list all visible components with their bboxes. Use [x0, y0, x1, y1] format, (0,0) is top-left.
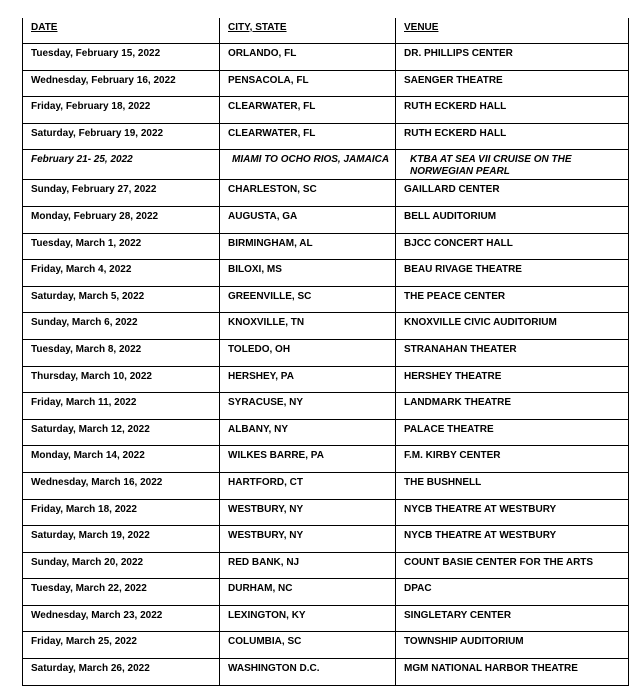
date-cell: Friday, March 11, 2022: [23, 393, 220, 420]
venue-cell: BJCC CONCERT HALL: [396, 233, 629, 260]
date-cell: Saturday, March 5, 2022: [23, 286, 220, 313]
header-venue: VENUE: [396, 18, 629, 44]
city-cell: WASHINGTON D.C.: [220, 659, 396, 686]
date-cell: Saturday, February 19, 2022: [23, 123, 220, 150]
table-row: [23, 659, 629, 686]
date-cell: Tuesday, February 15, 2022: [23, 44, 220, 71]
table-row: [23, 419, 629, 446]
city-cell: GREENVILLE, SC: [220, 286, 396, 313]
date-cell: Friday, March 25, 2022: [23, 632, 220, 659]
date-cell: February 21- 25, 2022: [23, 150, 220, 180]
table-row: [23, 206, 629, 233]
venue-cell: BELL AUDITORIUM: [396, 206, 629, 233]
header-row: [23, 18, 629, 44]
city-cell: MIAMI TO OCHO RIOS, JAMAICA: [220, 150, 396, 180]
city-cell: ALBANY, NY: [220, 419, 396, 446]
venue-cell: LANDMARK THEATRE: [396, 393, 629, 420]
tour-schedule-table: [22, 18, 629, 686]
date-cell: Sunday, March 6, 2022: [23, 313, 220, 340]
venue-cell: THE BUSHNELL: [396, 472, 629, 499]
date-cell: Wednesday, February 16, 2022: [23, 70, 220, 97]
city-cell: ORLANDO, FL: [220, 44, 396, 71]
venue-cell: GAILLARD CENTER: [396, 180, 629, 207]
venue-cell: F.M. KIRBY CENTER: [396, 446, 629, 473]
date-cell: Tuesday, March 22, 2022: [23, 579, 220, 606]
city-cell: HERSHEY, PA: [220, 366, 396, 393]
venue-cell: RUTH ECKERD HALL: [396, 97, 629, 124]
venue-cell: SINGLETARY CENTER: [396, 605, 629, 632]
table-row: [23, 393, 629, 420]
table-body: [23, 44, 629, 686]
table-row: [23, 605, 629, 632]
header-date: DATE: [23, 18, 220, 44]
table-row: [23, 233, 629, 260]
city-cell: SYRACUSE, NY: [220, 393, 396, 420]
date-cell: Saturday, March 12, 2022: [23, 419, 220, 446]
city-cell: WESTBURY, NY: [220, 526, 396, 553]
venue-cell: COUNT BASIE CENTER FOR THE ARTS: [396, 552, 629, 579]
venue-cell: THE PEACE CENTER: [396, 286, 629, 313]
table-row: [23, 70, 629, 97]
date-cell: Tuesday, March 8, 2022: [23, 339, 220, 366]
city-cell: CLEARWATER, FL: [220, 123, 396, 150]
date-cell: Sunday, March 20, 2022: [23, 552, 220, 579]
city-cell: CHARLESTON, SC: [220, 180, 396, 207]
city-cell: HARTFORD, CT: [220, 472, 396, 499]
city-cell: BILOXI, MS: [220, 260, 396, 287]
city-cell: WESTBURY, NY: [220, 499, 396, 526]
venue-cell: SAENGER THEATRE: [396, 70, 629, 97]
city-cell: WILKES BARRE, PA: [220, 446, 396, 473]
date-cell: Monday, February 28, 2022: [23, 206, 220, 233]
table-row: [23, 150, 629, 180]
table-row: [23, 339, 629, 366]
venue-cell: NYCB THEATRE AT WESTBURY: [396, 526, 629, 553]
header-city-state: CITY, STATE: [220, 18, 396, 44]
venue-cell: NYCB THEATRE AT WESTBURY: [396, 499, 629, 526]
table-row: [23, 366, 629, 393]
venue-cell: HERSHEY THEATRE: [396, 366, 629, 393]
date-cell: Wednesday, March 16, 2022: [23, 472, 220, 499]
table-row: [23, 446, 629, 473]
city-cell: DURHAM, NC: [220, 579, 396, 606]
table-header: [23, 18, 629, 44]
venue-cell: PALACE THEATRE: [396, 419, 629, 446]
venue-cell: BEAU RIVAGE THEATRE: [396, 260, 629, 287]
venue-cell: KNOXVILLE CIVIC AUDITORIUM: [396, 313, 629, 340]
city-cell: TOLEDO, OH: [220, 339, 396, 366]
table-row: [23, 123, 629, 150]
table-row: [23, 180, 629, 207]
table-row: [23, 313, 629, 340]
date-cell: Thursday, March 10, 2022: [23, 366, 220, 393]
date-cell: Wednesday, March 23, 2022: [23, 605, 220, 632]
table-row: [23, 472, 629, 499]
venue-cell: DR. PHILLIPS CENTER: [396, 44, 629, 71]
table-row: [23, 579, 629, 606]
date-cell: Tuesday, March 1, 2022: [23, 233, 220, 260]
table-row: [23, 552, 629, 579]
table-row: [23, 97, 629, 124]
table-row: [23, 286, 629, 313]
venue-cell: MGM NATIONAL HARBOR THEATRE: [396, 659, 629, 686]
city-cell: COLUMBIA, SC: [220, 632, 396, 659]
city-cell: LEXINGTON, KY: [220, 605, 396, 632]
date-cell: Saturday, March 26, 2022: [23, 659, 220, 686]
table-row: [23, 526, 629, 553]
date-cell: Friday, February 18, 2022: [23, 97, 220, 124]
city-cell: CLEARWATER, FL: [220, 97, 396, 124]
city-cell: RED BANK, NJ: [220, 552, 396, 579]
city-cell: KNOXVILLE, TN: [220, 313, 396, 340]
table-row: [23, 499, 629, 526]
date-cell: Friday, March 18, 2022: [23, 499, 220, 526]
date-cell: Friday, March 4, 2022: [23, 260, 220, 287]
venue-cell: TOWNSHIP AUDITORIUM: [396, 632, 629, 659]
city-cell: AUGUSTA, GA: [220, 206, 396, 233]
venue-cell: KTBA AT SEA VII CRUISE ON THE NORWEGIAN PEARL: [396, 150, 629, 180]
date-cell: Sunday, February 27, 2022: [23, 180, 220, 207]
venue-cell: STRANAHAN THEATER: [396, 339, 629, 366]
venue-cell: RUTH ECKERD HALL: [396, 123, 629, 150]
venue-cell: DPAC: [396, 579, 629, 606]
city-cell: BIRMINGHAM, AL: [220, 233, 396, 260]
city-cell: PENSACOLA, FL: [220, 70, 396, 97]
date-cell: Monday, March 14, 2022: [23, 446, 220, 473]
date-cell: Saturday, March 19, 2022: [23, 526, 220, 553]
table-row: [23, 632, 629, 659]
table-row: [23, 44, 629, 71]
table-row: [23, 260, 629, 287]
